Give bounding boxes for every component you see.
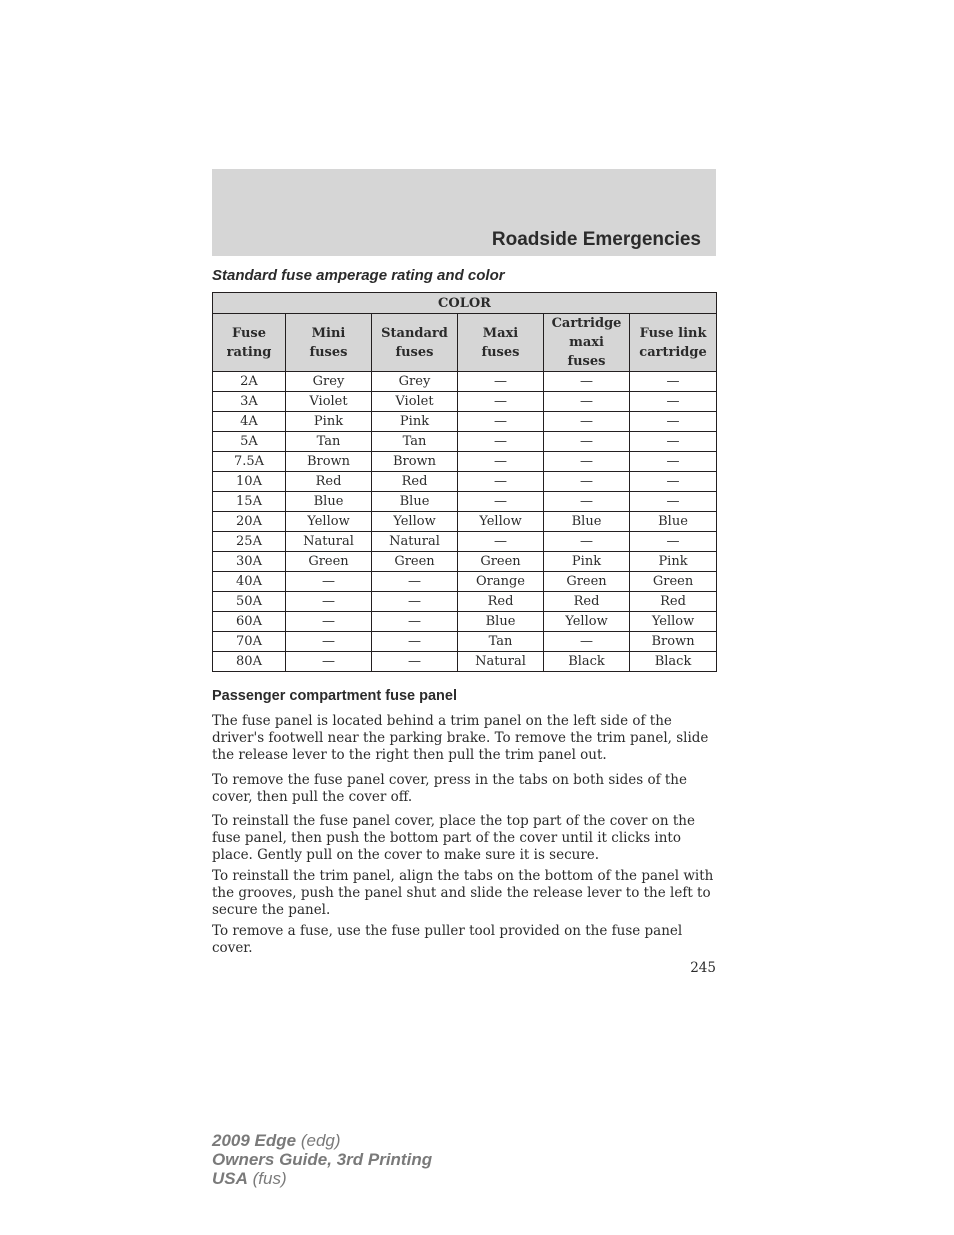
- table-row: [213, 552, 717, 572]
- fuse-color-cell: —: [286, 592, 372, 612]
- fuse-rating-cell: 15A: [213, 492, 286, 512]
- fuse-rating-cell: 60A: [213, 612, 286, 632]
- fuse-rating-cell: 20A: [213, 512, 286, 532]
- fuse-color-cell: Pink: [372, 412, 458, 432]
- fuse-rating-cell: 3A: [213, 392, 286, 412]
- fuse-color-cell: —: [630, 372, 717, 392]
- table-row: [213, 452, 717, 472]
- fuse-color-cell: —: [286, 572, 372, 592]
- column-header: [630, 314, 717, 372]
- column-header-line: Maxi: [482, 325, 519, 341]
- fuse-color-cell: Blue: [458, 612, 544, 632]
- table-row: [213, 372, 717, 392]
- fuse-color-cell: —: [630, 392, 717, 412]
- fuse-color-cell: —: [630, 532, 717, 552]
- fuse-color-cell: —: [630, 432, 717, 452]
- table-row: [213, 612, 717, 632]
- table-group-header: COLOR: [213, 293, 717, 314]
- fuse-color-cell: Brown: [630, 632, 717, 652]
- fuse-color-cell: Green: [458, 552, 544, 572]
- document-footer: [212, 1131, 432, 1188]
- fuse-color-cell: Red: [544, 592, 630, 612]
- fuse-color-cell: Yellow: [458, 512, 544, 532]
- fuse-color-cell: —: [286, 612, 372, 632]
- table-row: [213, 572, 717, 592]
- footer-guide-edition: Owners Guide, 3rd Printing: [212, 1150, 433, 1169]
- fuse-color-cell: Pink: [544, 552, 630, 572]
- fuse-color-cell: Green: [286, 552, 372, 572]
- fuse-color-cell: —: [544, 412, 630, 432]
- paragraph-reinstall-trim: To reinstall the trim panel, align the tabs on the bottom of the panel with the grooves, push the panel shut and slide the release lever to the left to secure the panel.: [212, 868, 714, 918]
- fuse-color-cell: —: [286, 632, 372, 652]
- footer-model: 2009 Edge: [212, 1131, 297, 1150]
- fuse-color-cell: —: [372, 652, 458, 672]
- table-row: [213, 592, 717, 612]
- column-header: [544, 314, 630, 372]
- fuse-color-cell: Yellow: [544, 612, 630, 632]
- paragraph-reinstall-cover: To reinstall the fuse panel cover, place the top part of the cover on the fuse panel, then push the bottom part of the cover until it clicks into place. Gently pull on the cover to make sure it is secure.: [212, 813, 695, 863]
- fuse-color-cell: Blue: [630, 512, 717, 532]
- fuse-color-cell: —: [544, 392, 630, 412]
- fuse-color-cell: Pink: [286, 412, 372, 432]
- fuse-color-cell: —: [372, 592, 458, 612]
- column-header-line: Fuse link: [639, 325, 707, 341]
- section-title: Roadside Emergencies: [491, 229, 701, 250]
- fuse-color-cell: —: [458, 372, 544, 392]
- fuse-rating-cell: 80A: [213, 652, 286, 672]
- fuse-color-cell: Tan: [286, 432, 372, 452]
- column-header: [286, 314, 372, 372]
- fuse-color-cell: Green: [630, 572, 717, 592]
- fuse-color-cell: —: [458, 412, 544, 432]
- column-header-line: Fuse: [231, 325, 267, 341]
- fuse-color-cell: Orange: [458, 572, 544, 592]
- fuse-color-cell: Blue: [372, 492, 458, 512]
- footer-line-market: [212, 1169, 432, 1188]
- table-row: [213, 512, 717, 532]
- fuse-rating-cell: 7.5A: [213, 452, 286, 472]
- table-row: [213, 432, 717, 452]
- fuse-rating-cell: 2A: [213, 372, 286, 392]
- fuse-color-cell: —: [458, 452, 544, 472]
- fuse-color-cell: Red: [630, 592, 717, 612]
- fuse-color-cell: Blue: [286, 492, 372, 512]
- fuse-color-cell: Natural: [458, 652, 544, 672]
- footer-market-code: (fus): [247, 1169, 287, 1188]
- fuse-color-cell: —: [458, 532, 544, 552]
- fuse-color-cell: —: [458, 432, 544, 452]
- fuse-rating-cell: 25A: [213, 532, 286, 552]
- fuse-color-cell: —: [544, 452, 630, 472]
- table-row: [213, 652, 717, 672]
- column-header-line: fuses: [481, 344, 520, 360]
- fuse-color-cell: Brown: [372, 452, 458, 472]
- fuse-color-cell: Red: [372, 472, 458, 492]
- section-heading: Passenger compartment fuse panel: [212, 688, 457, 704]
- paragraph-remove-cover: To remove the fuse panel cover, press in the tabs on both sides of the cover, then pull the cover off.: [212, 772, 687, 805]
- column-header-line: fuses: [395, 344, 434, 360]
- fuse-color-table: [212, 292, 717, 672]
- paragraph-trim-panel-location: The fuse panel is located behind a trim panel on the left side of the driver's footwell near the parking brake. To remove the trim panel, slide the release lever to the right then pull the trim panel out.: [212, 713, 709, 763]
- table-row: [213, 412, 717, 432]
- table-row: [213, 472, 717, 492]
- fuse-rating-cell: 4A: [213, 412, 286, 432]
- fuse-color-cell: Black: [544, 652, 630, 672]
- fuse-color-cell: Tan: [372, 432, 458, 452]
- fuse-color-cell: —: [458, 472, 544, 492]
- column-header: [372, 314, 458, 372]
- fuse-color-cell: —: [630, 472, 717, 492]
- fuse-color-cell: —: [544, 492, 630, 512]
- fuse-color-cell: Green: [544, 572, 630, 592]
- fuse-color-cell: Green: [372, 552, 458, 572]
- column-header-line: cartridge: [639, 344, 707, 360]
- fuse-color-cell: Natural: [286, 532, 372, 552]
- column-header: [458, 314, 544, 372]
- table-row: [213, 632, 717, 652]
- table-caption: Standard fuse amperage rating and color: [212, 267, 505, 284]
- fuse-rating-cell: 40A: [213, 572, 286, 592]
- fuse-rating-cell: 50A: [213, 592, 286, 612]
- fuse-color-cell: Red: [458, 592, 544, 612]
- column-header-line: Mini: [311, 325, 346, 341]
- fuse-rating-cell: 10A: [213, 472, 286, 492]
- column-header: [213, 314, 286, 372]
- table-row: [213, 532, 717, 552]
- footer-line-model: [212, 1131, 432, 1150]
- fuse-color-cell: Pink: [630, 552, 717, 572]
- footer-market: USA: [212, 1169, 248, 1188]
- paragraph-remove-fuse: To remove a fuse, use the fuse puller tool provided on the fuse panel cover.: [212, 923, 683, 956]
- fuse-color-cell: —: [544, 532, 630, 552]
- fuse-color-cell: —: [544, 472, 630, 492]
- page-number: 245: [690, 960, 716, 976]
- fuse-rating-cell: 70A: [213, 632, 286, 652]
- fuse-color-cell: Brown: [286, 452, 372, 472]
- column-header-line: Standard: [381, 325, 448, 341]
- fuse-color-cell: —: [372, 572, 458, 592]
- fuse-color-cell: Yellow: [630, 612, 717, 632]
- fuse-color-cell: Red: [286, 472, 372, 492]
- fuse-color-cell: Yellow: [286, 512, 372, 532]
- fuse-color-cell: Violet: [372, 392, 458, 412]
- fuse-color-cell: —: [544, 632, 630, 652]
- fuse-color-cell: Natural: [372, 532, 458, 552]
- fuse-rating-cell: 5A: [213, 432, 286, 452]
- table-row: [213, 392, 717, 412]
- fuse-rating-cell: 30A: [213, 552, 286, 572]
- fuse-color-cell: —: [372, 612, 458, 632]
- fuse-color-cell: —: [286, 652, 372, 672]
- column-header-line: rating: [226, 344, 272, 360]
- fuse-color-cell: —: [544, 372, 630, 392]
- table-row: [213, 492, 717, 512]
- section-header-band: [212, 169, 716, 256]
- fuse-color-cell: —: [458, 392, 544, 412]
- fuse-color-cell: Violet: [286, 392, 372, 412]
- fuse-color-cell: Yellow: [372, 512, 458, 532]
- fuse-color-cell: —: [458, 492, 544, 512]
- column-header-line: maxi: [569, 335, 604, 350]
- fuse-color-cell: Blue: [544, 512, 630, 532]
- fuse-color-cell: —: [630, 452, 717, 472]
- fuse-color-cell: Tan: [458, 632, 544, 652]
- fuse-color-cell: —: [630, 412, 717, 432]
- fuse-color-cell: Black: [630, 652, 717, 672]
- footer-model-code: (edg): [296, 1131, 341, 1150]
- column-header-line: fuses: [309, 344, 348, 360]
- column-header-line: fuses: [567, 354, 606, 369]
- fuse-color-cell: Grey: [372, 372, 458, 392]
- column-header-line: Cartridge: [551, 316, 622, 331]
- fuse-color-cell: —: [544, 432, 630, 452]
- fuse-color-cell: —: [630, 492, 717, 512]
- fuse-color-cell: —: [372, 632, 458, 652]
- fuse-color-cell: Grey: [286, 372, 372, 392]
